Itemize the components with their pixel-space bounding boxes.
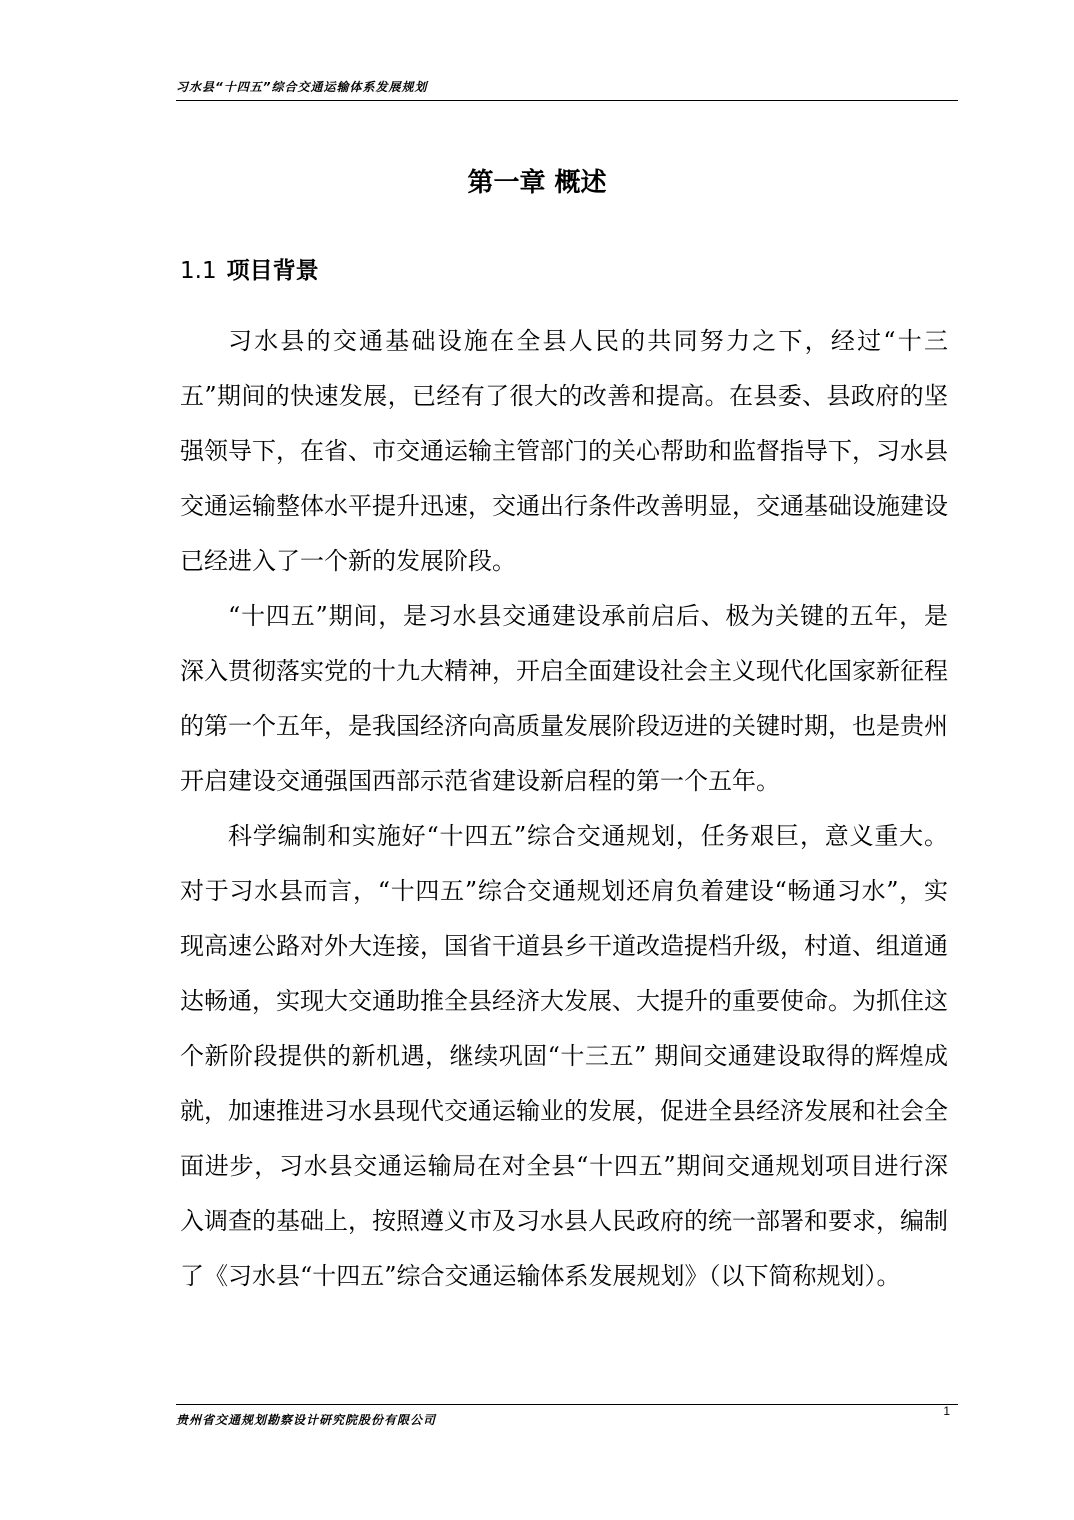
paragraph: 科学编制和实施好“十四五”综合交通规划，任务艰巨，意义重大。对于习水县而言，“十四五”综合交通规划还肩负着建设“畅通习水”，实现高速公路对外大连接，国省干道县乡干道改造提档升级，村道、组道通达畅通，实现大交通助推全县经济大发展、大提升的重要使命。为抓住这个新阶段提供的新机遇，继续巩固“十三五” 期间交通建设取得的辉煌成就，加速推进习水县现代交通运输业的发展，促进全县经济发展和社会全面进步，习水县交通运输局在对全县“十四五”期间交通规划项目进行深入调查的基础上，按照遵义市及习水县人民政府的统一部署和要求，编制了《习水县“十四五”综合交通运输体系发展规划》（以下简称规划）。 — [180, 822, 948, 1290]
paragraph: 习水县的交通基础设施在全县人民的共同努力之下，经过“十三五”期间的快速发展，已经有了很大的改善和提高。在县委、县政府的坚强领导下，在省、市交通运输主管部门的关心帮助和监督指导下，习水县交通运输整体水平提升迅速，交通出行条件改善明显，交通基础设施建设已经进入了一个新的发展阶段。 — [180, 327, 948, 575]
running-footer: 贵州省交通规划勘察设计研究院股份有限公司 — [176, 1413, 437, 1427]
page-number: 1 — [943, 1404, 950, 1418]
section-number: 1.1 — [180, 258, 217, 284]
chapter-title: 第一章 概述 — [467, 168, 607, 198]
paragraph: “十四五”期间，是习水县交通建设承前启后、极为关键的五年，是深入贯彻落实党的十九大精神，开启全面建设社会主义现代化国家新征程的第一个五年，是我国经济向高质量发展阶段迈进的关键时期，也是贵州开启建设交通强国西部示范省建设新启程的第一个五年。 — [180, 602, 948, 795]
header-divider — [176, 100, 958, 101]
running-header: 习水县“十四五”综合交通运输体系发展规划 — [176, 80, 428, 94]
footer-divider — [176, 1404, 958, 1405]
section-heading — [180, 252, 319, 285]
section-title-text: 项目背景 — [226, 258, 319, 284]
body-text — [180, 314, 948, 1304]
